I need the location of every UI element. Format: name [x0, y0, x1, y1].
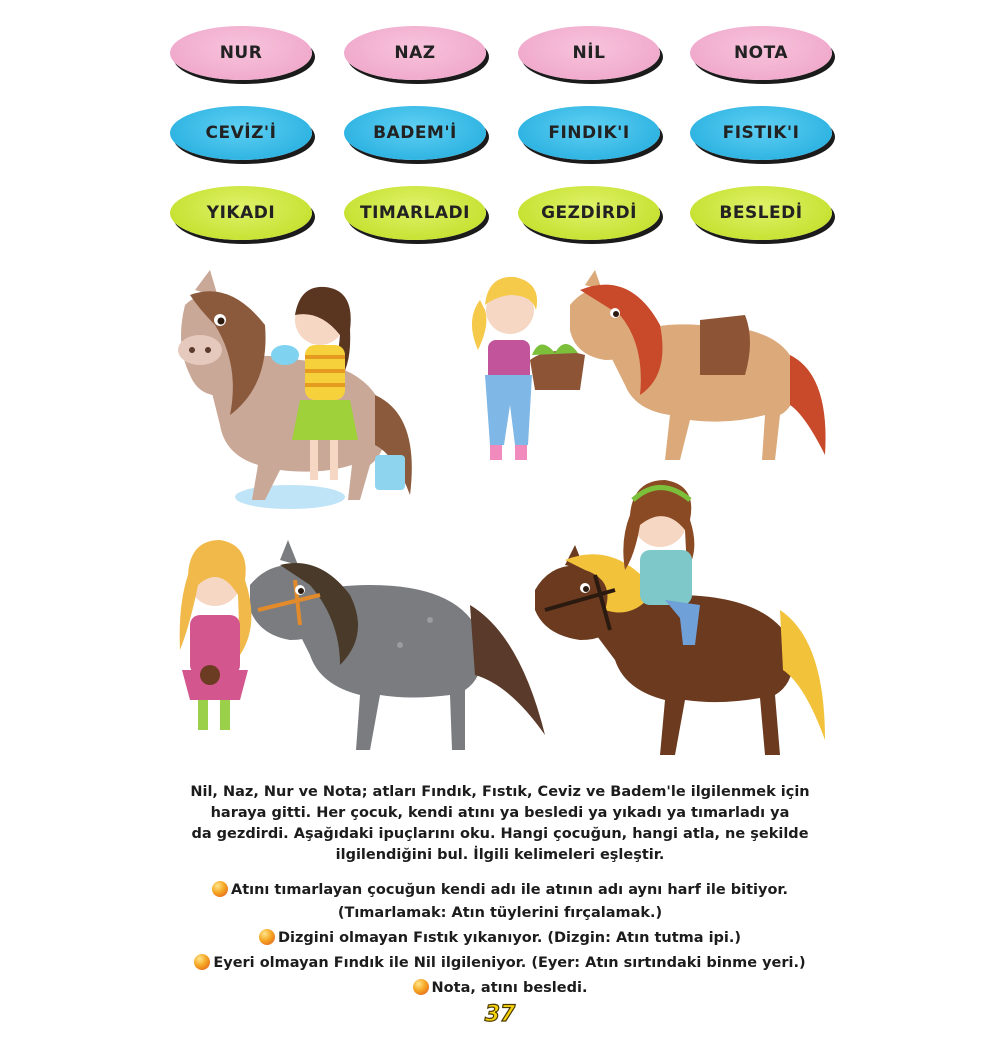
clue-3: [150, 953, 850, 974]
clue-text: Eyeri olmayan Fındık ile Nil ilgileniyor. (Eyer: Atın sırtındaki binme yeri.): [213, 955, 806, 971]
horse-pill-findik[interactable]: [518, 106, 660, 160]
pill-label: GEZDİRDİ: [541, 203, 637, 223]
pill-label: TIMARLADI: [359, 203, 470, 223]
girl-petting-grey-horse-illustration: [170, 525, 550, 770]
story-line: haraya gitti. Her çocuk, kendi atını ya besledi ya yıkadı ya tımarladı ya: [210, 805, 790, 821]
name-pill-naz[interactable]: [344, 26, 486, 80]
ball-bullet-icon: [212, 881, 228, 897]
pill-label: NOTA: [733, 43, 789, 63]
ball-bullet-icon: [194, 954, 210, 970]
names-row: [170, 26, 840, 106]
name-pill-nur[interactable]: [170, 26, 312, 80]
clue-1-note: [150, 903, 850, 924]
pill-label: NİL: [572, 43, 606, 63]
horse-pill-badem[interactable]: [344, 106, 486, 160]
clue-2: [150, 928, 850, 949]
action-pill-gezdirdi[interactable]: [518, 186, 660, 240]
girl-feeding-horse-illustration: [460, 265, 840, 480]
ball-bullet-icon: [259, 929, 275, 945]
word-pill-grid: [170, 26, 840, 266]
clue-text: Atını tımarlayan çocuğun kendi adı ile atının adı aynı harf ile bitiyor.: [230, 882, 789, 898]
story-paragraph: [160, 782, 840, 866]
pill-label: BADEM'İ: [373, 123, 457, 143]
pill-label: FINDIK'I: [548, 123, 630, 143]
girl-washing-horse-illustration: [170, 265, 440, 515]
clue-note-text: (Tımarlamak: Atın tüylerini fırçalamak.): [337, 905, 663, 921]
girl-riding-horse-illustration: [525, 470, 835, 770]
name-pill-nota[interactable]: [690, 26, 832, 80]
action-pill-besledi[interactable]: [690, 186, 832, 240]
story-line: da gezdirdi. Aşağıdaki ipuçlarını oku. Hangi çocuğun, hangi atla, ne şekilde: [191, 826, 809, 842]
horses-row: [170, 106, 840, 186]
pill-label: YIKADI: [206, 203, 276, 223]
clue-text: Nota, atını besledi.: [431, 980, 588, 996]
actions-row: [170, 186, 840, 266]
horse-pill-ceviz[interactable]: [170, 106, 312, 160]
horse-pill-fistik[interactable]: [690, 106, 832, 160]
name-pill-nil[interactable]: [518, 26, 660, 80]
pill-label: NUR: [219, 43, 263, 63]
ball-bullet-icon: [413, 979, 429, 995]
story-line: Nil, Naz, Nur ve Nota; atları Fındık, Fıstık, Ceviz ve Badem'le ilgilenmek için: [190, 784, 810, 800]
pill-label: FISTIK'I: [722, 123, 800, 143]
story-line: ilgilendiğini bul. İlgili kelimeleri eşleştir.: [335, 847, 665, 863]
pill-label: BESLEDİ: [719, 203, 803, 223]
clue-4: [150, 978, 850, 999]
action-pill-timarladi[interactable]: [344, 186, 486, 240]
page-number: 37: [484, 1002, 516, 1027]
pill-label: NAZ: [394, 43, 436, 63]
pill-label: CEVİZ'İ: [205, 123, 277, 143]
clue-1: [150, 880, 850, 901]
clue-text: Dizgini olmayan Fıstık yıkanıyor. (Dizgin: Atın tutma ipi.): [277, 930, 742, 946]
action-pill-yikadi[interactable]: [170, 186, 312, 240]
